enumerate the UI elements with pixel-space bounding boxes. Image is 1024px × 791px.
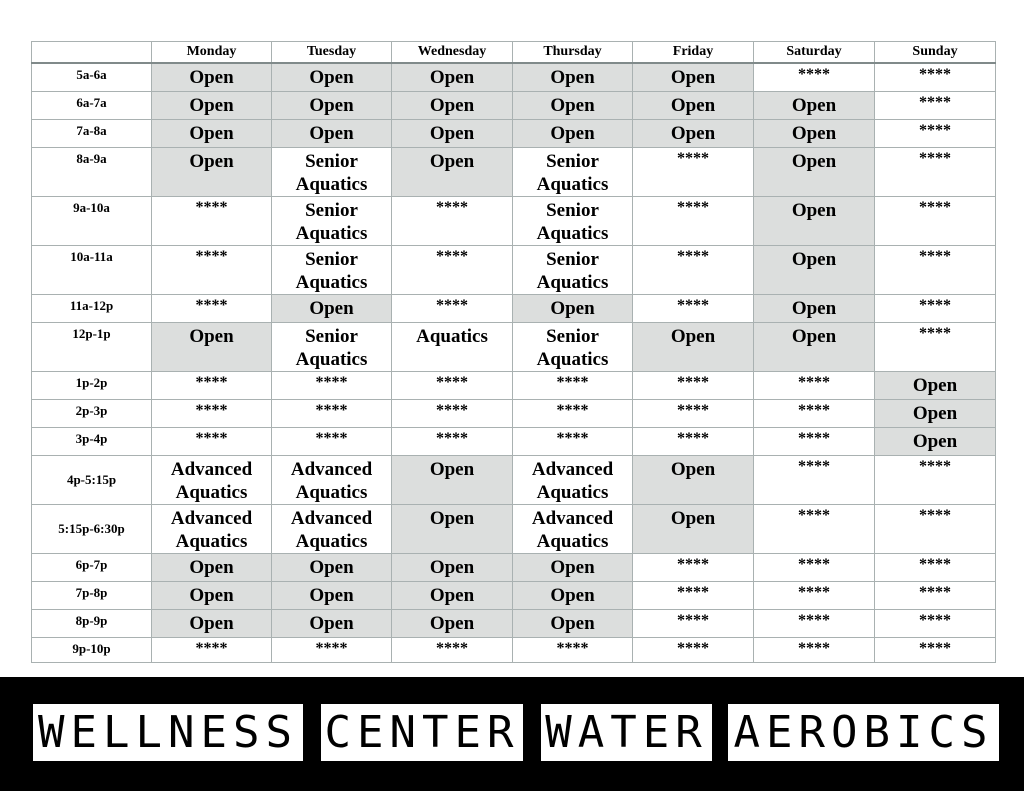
- schedule-cell: Open: [513, 119, 633, 147]
- time-slot-label: 5a-6a: [32, 63, 152, 91]
- time-row: [32, 427, 996, 455]
- schedule-cell: ****: [392, 399, 513, 427]
- schedule-cell: ****: [754, 371, 875, 399]
- schedule-cell: ****: [875, 455, 996, 504]
- schedule-cell: Open: [272, 609, 392, 637]
- schedule-cell: Advanced Aquatics: [513, 455, 633, 504]
- schedule-cell: Open: [513, 609, 633, 637]
- day-header: Friday: [633, 42, 754, 64]
- day-header: Sunday: [875, 42, 996, 64]
- schedule-cell: Open: [513, 63, 633, 91]
- schedule-cell: Open: [152, 63, 272, 91]
- schedule-cell: Open: [392, 63, 513, 91]
- schedule-cell: ****: [513, 399, 633, 427]
- schedule-cell: Open: [272, 91, 392, 119]
- schedule-cell: ****: [272, 371, 392, 399]
- day-header: Saturday: [754, 42, 875, 64]
- schedule-cell: ****: [754, 399, 875, 427]
- time-row: [32, 553, 996, 581]
- time-row: [32, 196, 996, 245]
- schedule-cell: Open: [152, 91, 272, 119]
- time-slot-label: 2p-3p: [32, 399, 152, 427]
- schedule-cell: Open: [152, 147, 272, 196]
- time-row: [32, 504, 996, 553]
- schedule-cell: Open: [152, 322, 272, 371]
- time-slot-label: 9p-10p: [32, 637, 152, 662]
- time-row: [32, 581, 996, 609]
- schedule-cell: Open: [152, 553, 272, 581]
- schedule-cell: ****: [392, 245, 513, 294]
- schedule-cell: ****: [633, 294, 754, 322]
- schedule-cell: Open: [392, 147, 513, 196]
- banner-word: WATER: [541, 704, 712, 761]
- schedule-cell: Advanced Aquatics: [272, 504, 392, 553]
- schedule-cell: ****: [152, 427, 272, 455]
- schedule-cell: ****: [152, 637, 272, 662]
- time-row: [32, 609, 996, 637]
- schedule-cell: ****: [392, 427, 513, 455]
- schedule-cell: Senior Aquatics: [513, 196, 633, 245]
- schedule-cell: Open: [392, 581, 513, 609]
- schedule-cell: Open: [633, 322, 754, 371]
- schedule-cell: ****: [633, 196, 754, 245]
- schedule-table: [31, 41, 996, 663]
- schedule-cell: ****: [633, 609, 754, 637]
- schedule-cell: Open: [754, 91, 875, 119]
- schedule-cell: Open: [392, 119, 513, 147]
- schedule-cell: ****: [152, 399, 272, 427]
- schedule-cell: Open: [875, 371, 996, 399]
- schedule-cell: Open: [875, 399, 996, 427]
- schedule-cell: Open: [392, 553, 513, 581]
- schedule-cell: Open: [513, 294, 633, 322]
- banner-word: AEROBICS: [728, 704, 999, 761]
- schedule-cell: Open: [392, 504, 513, 553]
- schedule-cell: ****: [633, 147, 754, 196]
- time-slot-label: 9a-10a: [32, 196, 152, 245]
- schedule-cell: Open: [754, 294, 875, 322]
- schedule-cell: Senior Aquatics: [513, 322, 633, 371]
- schedule-cell: ****: [392, 196, 513, 245]
- schedule-cell: Senior Aquatics: [272, 147, 392, 196]
- time-slot-label: 10a-11a: [32, 245, 152, 294]
- schedule-cell: ****: [513, 427, 633, 455]
- time-row: [32, 147, 996, 196]
- schedule-cell: ****: [754, 427, 875, 455]
- day-header: Tuesday: [272, 42, 392, 64]
- schedule-cell: ****: [875, 147, 996, 196]
- schedule-cell: ****: [633, 399, 754, 427]
- schedule-cell: Open: [272, 63, 392, 91]
- schedule-cell: Senior Aquatics: [513, 147, 633, 196]
- schedule-cell: ****: [875, 322, 996, 371]
- schedule-cell: Open: [754, 196, 875, 245]
- time-slot-label: 7p-8p: [32, 581, 152, 609]
- schedule-cell: Open: [875, 427, 996, 455]
- banner-word: CENTER: [321, 704, 523, 761]
- time-row: [32, 399, 996, 427]
- schedule-cell: Open: [513, 91, 633, 119]
- schedule-cell: Open: [633, 63, 754, 91]
- schedule-cell: ****: [272, 637, 392, 662]
- time-row: [32, 455, 996, 504]
- schedule-cell: Senior Aquatics: [513, 245, 633, 294]
- schedule-cell: ****: [633, 637, 754, 662]
- title-banner: [0, 677, 1024, 791]
- schedule-cell: ****: [875, 553, 996, 581]
- time-slot-label: 4p-5:15p: [32, 455, 152, 504]
- banner-word: WELLNESS: [33, 704, 303, 761]
- schedule-cell: ****: [633, 371, 754, 399]
- time-row: [32, 245, 996, 294]
- header-row: [32, 42, 996, 64]
- time-slot-label: 8p-9p: [32, 609, 152, 637]
- schedule-cell: Open: [272, 294, 392, 322]
- schedule-cell: ****: [875, 119, 996, 147]
- schedule-cell: Advanced Aquatics: [272, 455, 392, 504]
- schedule-cell: ****: [875, 196, 996, 245]
- day-header: Thursday: [513, 42, 633, 64]
- schedule-cell: ****: [754, 609, 875, 637]
- time-row: [32, 119, 996, 147]
- time-row: [32, 294, 996, 322]
- schedule-cell: ****: [633, 427, 754, 455]
- schedule-cell: Open: [754, 119, 875, 147]
- schedule-cell: ****: [875, 245, 996, 294]
- schedule-cell: Open: [633, 91, 754, 119]
- schedule-cell: Open: [152, 581, 272, 609]
- corner-cell: [32, 42, 152, 64]
- schedule-cell: Open: [272, 581, 392, 609]
- schedule-cell: Open: [513, 581, 633, 609]
- schedule-cell: Open: [754, 245, 875, 294]
- schedule-cell: ****: [633, 581, 754, 609]
- schedule-cell: Open: [513, 553, 633, 581]
- time-slot-label: 8a-9a: [32, 147, 152, 196]
- schedule-cell: ****: [754, 553, 875, 581]
- schedule-cell: ****: [633, 553, 754, 581]
- schedule-cell: ****: [754, 581, 875, 609]
- time-row: [32, 322, 996, 371]
- schedule-cell: ****: [272, 427, 392, 455]
- time-row: [32, 63, 996, 91]
- schedule-cell: Senior Aquatics: [272, 322, 392, 371]
- schedule-cell: Open: [392, 609, 513, 637]
- schedule-cell: ****: [875, 609, 996, 637]
- schedule-cell: Advanced Aquatics: [513, 504, 633, 553]
- time-slot-label: 12p-1p: [32, 322, 152, 371]
- schedule-body: [32, 63, 996, 662]
- time-slot-label: 1p-2p: [32, 371, 152, 399]
- time-row: [32, 371, 996, 399]
- schedule-cell: ****: [513, 371, 633, 399]
- time-slot-label: 7a-8a: [32, 119, 152, 147]
- schedule-cell: Senior Aquatics: [272, 196, 392, 245]
- schedule-cell: ****: [392, 294, 513, 322]
- schedule-cell: ****: [754, 637, 875, 662]
- schedule-cell: ****: [875, 637, 996, 662]
- schedule-cell: Open: [152, 609, 272, 637]
- schedule-cell: Open: [272, 119, 392, 147]
- schedule-cell: ****: [875, 294, 996, 322]
- schedule-cell: ****: [152, 294, 272, 322]
- schedule-cell: Advanced Aquatics: [152, 504, 272, 553]
- schedule-cell: Senior Aquatics: [272, 245, 392, 294]
- day-header: Wednesday: [392, 42, 513, 64]
- schedule-cell: ****: [152, 245, 272, 294]
- schedule-cell: ****: [633, 245, 754, 294]
- schedule-cell: ****: [875, 581, 996, 609]
- schedule-cell: Open: [392, 455, 513, 504]
- schedule-cell: Open: [152, 119, 272, 147]
- schedule-cell: ****: [875, 91, 996, 119]
- schedule-cell: Aquatics: [392, 322, 513, 371]
- schedule-cell: ****: [513, 637, 633, 662]
- time-slot-label: 6p-7p: [32, 553, 152, 581]
- time-row: [32, 91, 996, 119]
- time-slot-label: 6a-7a: [32, 91, 152, 119]
- schedule-cell: Open: [392, 91, 513, 119]
- schedule-cell: ****: [754, 63, 875, 91]
- schedule-cell: Open: [633, 119, 754, 147]
- schedule-cell: ****: [392, 637, 513, 662]
- schedule-cell: ****: [875, 63, 996, 91]
- schedule-cell: ****: [152, 196, 272, 245]
- schedule-cell: Open: [272, 553, 392, 581]
- schedule-cell: ****: [754, 455, 875, 504]
- schedule-cell: Open: [754, 322, 875, 371]
- time-slot-label: 5:15p-6:30p: [32, 504, 152, 553]
- schedule-cell: ****: [754, 504, 875, 553]
- schedule-cell: Open: [754, 147, 875, 196]
- schedule-cell: ****: [392, 371, 513, 399]
- schedule-cell: ****: [875, 504, 996, 553]
- schedule-cell: ****: [272, 399, 392, 427]
- schedule-cell: Advanced Aquatics: [152, 455, 272, 504]
- day-header: Monday: [152, 42, 272, 64]
- time-row: [32, 637, 996, 662]
- time-slot-label: 11a-12p: [32, 294, 152, 322]
- schedule-cell: Open: [633, 504, 754, 553]
- time-slot-label: 3p-4p: [32, 427, 152, 455]
- schedule-cell: ****: [152, 371, 272, 399]
- schedule-cell: Open: [633, 455, 754, 504]
